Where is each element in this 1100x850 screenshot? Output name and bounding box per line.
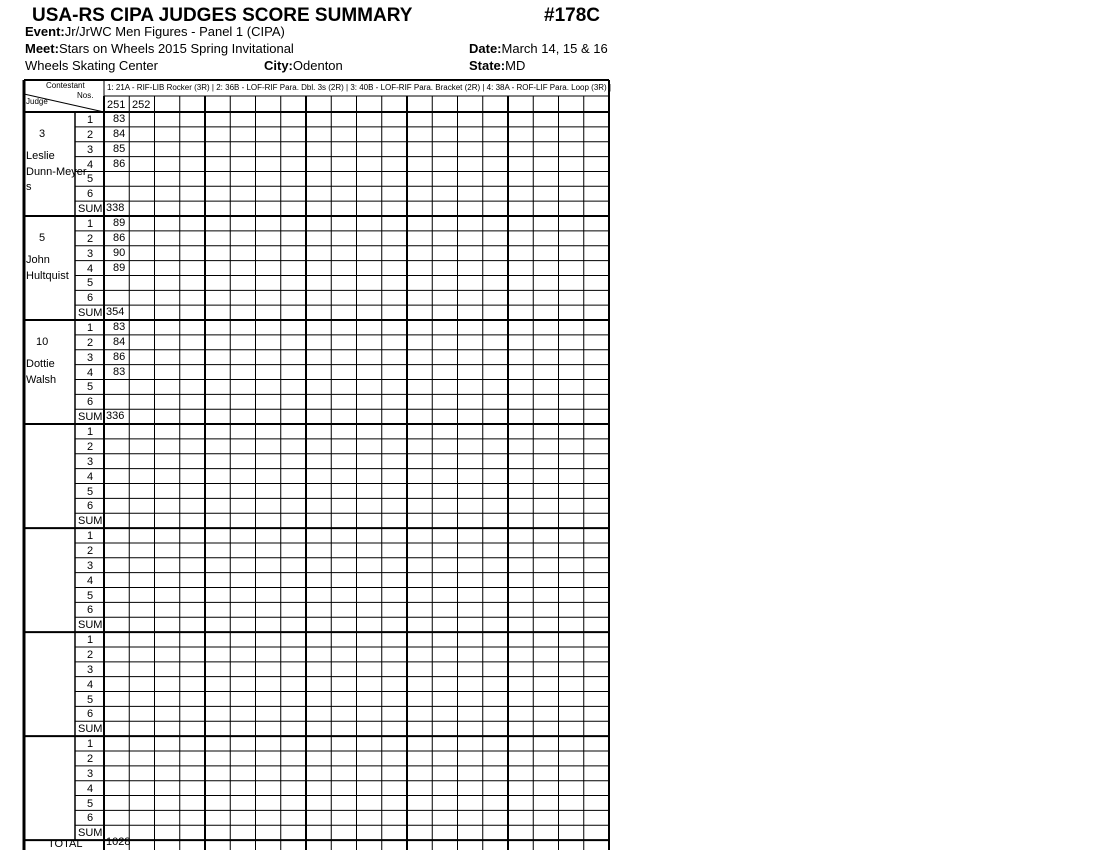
event-value: Jr/JrWC Men Figures - Panel 1 (CIPA)	[64, 24, 285, 39]
score-cell: 90	[113, 246, 126, 259]
row-label-sum: SUM	[78, 203, 103, 216]
row-label: 2	[87, 648, 94, 661]
row-label: 1	[87, 738, 94, 751]
row-label: 6	[87, 396, 94, 409]
event-label: Event:	[25, 24, 65, 39]
row-label: 6	[87, 500, 94, 513]
contestant-number: 252	[132, 99, 151, 111]
meet-value: Stars on Wheels 2015 Spring Invitational	[58, 41, 294, 56]
score-sum: 354	[106, 306, 125, 319]
row-label: 6	[87, 812, 94, 825]
score-cell: 89	[113, 217, 126, 230]
corner-judge-label: Judge	[26, 97, 48, 106]
row-label-sum: SUM	[78, 411, 103, 424]
score-cell: 85	[113, 142, 126, 155]
score-cell: 83	[113, 365, 126, 378]
row-label-sum: SUM	[78, 515, 103, 528]
judge-number: 5	[39, 232, 46, 245]
row-label-sum: SUM	[78, 723, 103, 736]
score-cell: 86	[113, 350, 126, 363]
row-label: 2	[87, 440, 94, 453]
row-label: 3	[87, 351, 94, 364]
city-label: City:	[264, 58, 293, 73]
row-label: 2	[87, 336, 94, 349]
row-label: 5	[87, 173, 94, 186]
row-label-sum: SUM	[78, 619, 103, 632]
row-label: 3	[87, 143, 94, 156]
row-label: 1	[87, 634, 94, 647]
row-label: 4	[87, 678, 94, 691]
row-label-sum: SUM	[78, 307, 103, 320]
total-value: 1028	[106, 836, 131, 848]
report-code: #178C	[544, 5, 600, 26]
date-value: March 14, 15 & 16	[501, 41, 608, 56]
row-label: 2	[87, 752, 94, 765]
score-cell: 83	[113, 321, 126, 334]
score-cell: 84	[113, 335, 126, 348]
row-label: 5	[87, 485, 94, 498]
row-label: 6	[87, 708, 94, 721]
score-cell: 89	[113, 261, 126, 274]
figures-header: 1: 21A - RIF-LIB Rocker (3R) | 2: 36B - LOF-RIF Para. Dbl. 3s (2R) | 3: 40B - LOF-RIF Para. Bracket (2R) | 4: 38A - ROF-LIF Para. Loop (3R) |	[107, 83, 612, 92]
row-label: 1	[87, 322, 94, 335]
score-cell: 86	[113, 157, 126, 170]
total-label: TOTAL	[48, 838, 83, 850]
row-label: 4	[87, 470, 94, 483]
row-label: 1	[87, 530, 94, 543]
score-cell: 84	[113, 127, 126, 140]
row-label: 5	[87, 693, 94, 706]
score-sum: 336	[106, 410, 125, 423]
row-label: 6	[87, 604, 94, 617]
row-label: 6	[87, 188, 94, 201]
row-label: 2	[87, 544, 94, 557]
judge-name-line: Leslie	[26, 150, 55, 162]
row-label: 5	[87, 589, 94, 602]
row-label: 5	[87, 381, 94, 394]
row-label: 4	[87, 574, 94, 587]
meet-label: Meet:	[25, 41, 59, 56]
row-label: 3	[87, 663, 94, 676]
row-label: 4	[87, 158, 94, 171]
judge-name-line: s	[26, 181, 32, 193]
judge-name-line: Hultquist	[26, 269, 69, 282]
score-cell: 86	[113, 231, 126, 244]
venue: Wheels Skating Center	[25, 58, 158, 73]
score-cell: 83	[113, 113, 126, 125]
state-label: State:	[469, 58, 506, 73]
row-label: 6	[87, 292, 94, 305]
judge-name-line: John	[26, 254, 50, 267]
corner-contestant-label: Contestant	[46, 81, 85, 90]
judge-number: 10	[36, 336, 49, 349]
row-label: 1	[87, 218, 94, 231]
state-value: MD	[505, 58, 526, 73]
judge-number: 3	[39, 128, 46, 140]
contestant-number: 251	[107, 99, 126, 111]
row-label-sum: SUM	[78, 827, 103, 840]
row-label: 3	[87, 247, 94, 260]
row-label: 3	[87, 455, 94, 468]
report-title: USA-RS CIPA JUDGES SCORE SUMMARY	[32, 5, 413, 26]
judge-name-line: Walsh	[26, 373, 57, 386]
row-label: 2	[87, 128, 94, 141]
row-label: 5	[87, 277, 94, 290]
judge-name-line: Dottie	[26, 358, 55, 371]
row-label: 3	[87, 559, 94, 572]
corner-nos-label: Nos.	[77, 91, 94, 100]
judge-name-line: Dunn-Meyer	[26, 165, 87, 178]
row-label: 3	[87, 767, 94, 780]
date-label: Date:	[469, 41, 502, 56]
city-value: Odenton	[292, 58, 343, 73]
row-label: 1	[87, 114, 94, 126]
row-label: 4	[87, 782, 94, 795]
row-label: 4	[87, 262, 94, 275]
row-label: 2	[87, 232, 94, 245]
row-label: 4	[87, 366, 94, 379]
row-label: 1	[87, 426, 94, 439]
score-sum: 338	[106, 202, 125, 215]
row-label: 5	[87, 797, 94, 810]
